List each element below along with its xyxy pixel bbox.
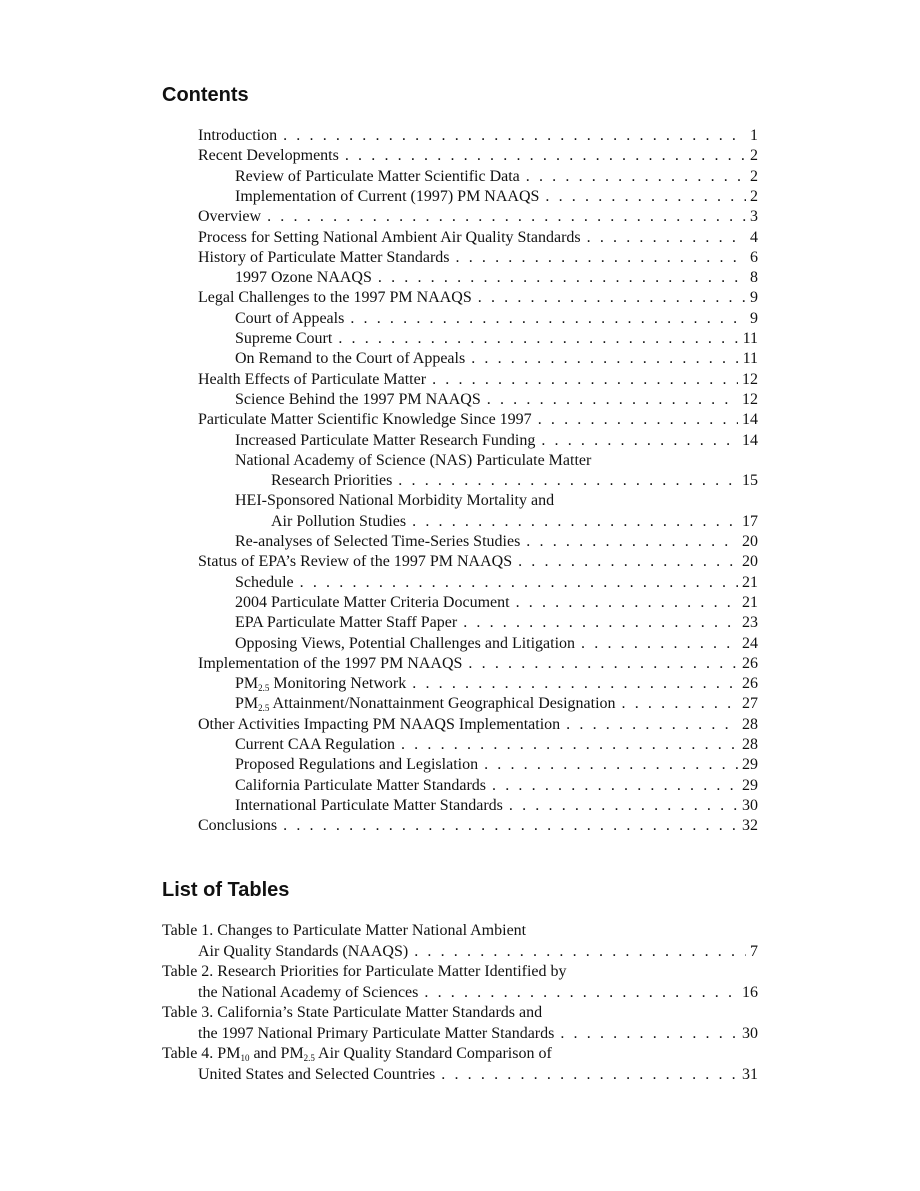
toc-entry	[235, 187, 758, 207]
dot-leader	[478, 288, 746, 308]
table-entry	[198, 983, 758, 1003]
entry-text: Table 1. Changes to Particulate Matter National Ambient	[162, 922, 527, 939]
dot-leader	[350, 309, 746, 329]
table-entry	[162, 921, 526, 941]
entry-text: Opposing Views, Potential Challenges and Litigation	[235, 634, 576, 652]
dot-leader	[412, 512, 738, 532]
dot-leader	[560, 1024, 738, 1044]
entry-text: Implementation of the 1997 PM NAAQS	[198, 654, 463, 672]
dot-leader	[441, 1065, 738, 1085]
dot-leader	[509, 796, 738, 816]
entry-title	[235, 390, 481, 410]
entry-text: Status of EPA’s Review of the 1997 PM NAAQS	[198, 553, 513, 571]
dot-leader	[398, 471, 738, 491]
entry-title	[198, 1065, 435, 1085]
entry-text: PM	[235, 675, 259, 693]
entry-title	[198, 715, 560, 735]
dot-leader	[581, 634, 738, 654]
page-number: 15	[742, 472, 758, 490]
entry-text: Attainment/Nonattainment Geographical Designation	[269, 695, 616, 713]
entry-title	[198, 1024, 554, 1044]
dot-leader	[538, 410, 738, 430]
dot-leader	[300, 573, 738, 593]
dot-leader	[345, 146, 746, 166]
page-number: 2	[750, 187, 758, 205]
dot-leader	[487, 390, 738, 410]
entry-text: National Academy of Science (NAS) Particulate Matter	[235, 451, 592, 469]
page-number: 2	[750, 147, 758, 165]
entry-text: Particulate Matter Scientific Knowledge Since 1997	[198, 411, 532, 429]
dot-leader	[526, 167, 746, 187]
page-number: 30	[742, 796, 758, 814]
entry-text: Conclusions	[198, 817, 278, 835]
page-number: 21	[742, 573, 758, 591]
entry-title	[162, 921, 526, 941]
entry-text: Monitoring Network	[269, 675, 407, 693]
dot-leader	[378, 268, 746, 288]
entry-title	[235, 674, 406, 694]
dot-leader	[484, 755, 738, 775]
toc-entry	[235, 796, 758, 816]
entry-text: Proposed Regulations and Legislation	[235, 756, 479, 774]
page-number: 16	[742, 983, 758, 1001]
entry-title	[235, 451, 591, 471]
toc-entry	[235, 268, 758, 288]
entry-text: Re-analyses of Selected Time-Series Studies	[235, 533, 521, 550]
page-number: 3	[750, 208, 758, 226]
entry-text: 2004 Particulate Matter Criteria Document	[235, 593, 510, 611]
page-number: 14	[742, 411, 758, 429]
page-number: 24	[742, 634, 758, 652]
entry-title	[198, 146, 339, 166]
entry-text: Air Quality Standards (NAAQS)	[198, 942, 409, 960]
entry-title	[235, 634, 575, 654]
dot-leader	[283, 816, 738, 836]
page-number: 23	[742, 614, 758, 632]
toc-entry	[198, 228, 758, 248]
entry-text: Air Quality Standard Comparison of	[314, 1045, 552, 1062]
entry-text: the 1997 National Primary Particulate Matter Standards	[198, 1024, 555, 1042]
entry-title	[235, 329, 332, 349]
entry-text: Current CAA Regulation	[235, 736, 395, 753]
entry-text: Implementation of Current (1997) PM NAAQS	[235, 187, 540, 205]
entry-title	[198, 288, 472, 308]
page-number: 17	[742, 512, 758, 530]
toc-entry	[198, 288, 758, 308]
entry-text: PM	[235, 695, 259, 713]
entry-text: and PM	[249, 1045, 304, 1062]
toc-entry	[235, 167, 758, 187]
entry-text: Science Behind the 1997 PM NAAQS	[235, 390, 481, 408]
entry-title	[235, 613, 457, 633]
entry-title	[271, 471, 392, 491]
subscript: 2.5	[258, 683, 270, 694]
entry-title	[198, 552, 512, 572]
entry-title	[235, 309, 344, 329]
page-number: 14	[742, 431, 758, 449]
toc-entry	[235, 573, 758, 593]
entry-text: Overview	[198, 208, 262, 226]
entry-text: Process for Setting National Ambient Air Quality Standards	[198, 228, 581, 246]
page-number: 7	[750, 942, 758, 960]
table-entry	[198, 1024, 758, 1044]
entry-title	[162, 1003, 542, 1023]
entry-title	[271, 512, 406, 532]
entry-title	[235, 755, 478, 775]
page-number: 12	[742, 390, 758, 408]
page-number: 21	[742, 593, 758, 611]
page-number: 20	[742, 533, 758, 550]
toc-entry	[198, 207, 758, 227]
entry-title	[198, 942, 408, 962]
dot-leader	[622, 694, 738, 714]
entry-text: Recent Developments	[198, 147, 339, 165]
dot-leader	[471, 349, 738, 369]
table-entry	[198, 1065, 758, 1085]
entry-title	[198, 410, 532, 430]
entry-text: History of Particulate Matter Standards	[198, 248, 450, 266]
entry-text: International Particulate Matter Standards	[235, 796, 503, 814]
toc-entry	[235, 694, 758, 714]
toc-entry	[235, 309, 758, 329]
page-number: 12	[742, 370, 758, 388]
page-number: 20	[742, 553, 758, 571]
entry-text: United States and Selected Countries	[198, 1065, 436, 1083]
toc-entry	[198, 126, 758, 146]
entry-text: Other Activities Impacting PM NAAQS Implementation	[198, 715, 561, 733]
toc-entry	[235, 674, 758, 694]
page-number: 29	[742, 756, 758, 774]
page-number: 1	[750, 127, 758, 144]
entry-title	[235, 694, 616, 714]
entry-title	[235, 796, 503, 816]
dot-leader	[283, 126, 746, 146]
dot-leader	[401, 735, 738, 755]
entry-title	[198, 654, 462, 674]
entry-title	[235, 349, 465, 369]
toc-entry	[235, 735, 758, 755]
entry-title	[198, 816, 277, 836]
entry-title	[198, 983, 418, 1003]
entry-text: Schedule	[235, 573, 294, 591]
toc-entry	[235, 349, 758, 369]
toc-entry	[235, 451, 591, 471]
entry-text: Increased Particulate Matter Research Funding	[235, 431, 536, 449]
page-number: 9	[750, 309, 758, 327]
page-number: 9	[750, 289, 758, 307]
subscript: 2.5	[303, 1053, 315, 1063]
entry-title	[235, 532, 520, 552]
page-number: 29	[742, 776, 758, 794]
entry-text: Court of Appeals	[235, 309, 345, 327]
page-number: 2	[750, 167, 758, 185]
toc-entry	[235, 776, 758, 796]
entry-title	[235, 268, 372, 288]
entry-title	[235, 491, 554, 511]
entry-text: Introduction	[198, 127, 278, 144]
dot-leader	[545, 187, 746, 207]
entry-title	[235, 573, 294, 593]
table-entry	[162, 1003, 542, 1023]
toc-entry	[198, 370, 758, 390]
entry-title	[198, 228, 581, 248]
entry-title	[235, 167, 520, 187]
dot-leader	[526, 532, 738, 552]
entry-text: On Remand to the Court of Appeals	[235, 350, 466, 368]
entry-title	[162, 962, 567, 982]
entry-text: the National Academy of Sciences	[198, 983, 419, 1001]
dot-leader	[338, 329, 738, 349]
toc-entry	[235, 532, 758, 552]
entry-text: Health Effects of Particulate Matter	[198, 370, 427, 388]
entry-title	[198, 207, 261, 227]
entry-title	[235, 735, 395, 755]
toc-entry	[198, 654, 758, 674]
entry-text: Table 4. PM	[162, 1045, 241, 1062]
entry-title	[235, 593, 510, 613]
page-number: 27	[742, 695, 758, 713]
page-number: 6	[750, 248, 758, 266]
entry-title	[198, 248, 450, 268]
dot-leader	[424, 983, 738, 1003]
page-number: 28	[742, 736, 758, 753]
contents-heading: Contents	[162, 84, 249, 106]
toc-entry	[235, 634, 758, 654]
entry-text: 1997 Ozone NAAQS	[235, 269, 372, 287]
toc-entry	[198, 248, 758, 268]
dot-leader	[412, 674, 738, 694]
dot-leader	[414, 942, 746, 962]
dot-leader	[516, 593, 738, 613]
toc-entry	[235, 755, 758, 775]
entry-text: Research Priorities	[271, 472, 393, 490]
toc-entry	[235, 329, 758, 349]
page-number: 8	[750, 269, 758, 287]
page-number: 26	[742, 675, 758, 693]
toc-entry	[198, 410, 758, 430]
subscript: 10	[240, 1053, 250, 1063]
dot-leader	[587, 228, 746, 248]
toc-entry	[235, 613, 758, 633]
toc-entry	[271, 471, 758, 491]
entry-text: HEI-Sponsored National Morbidity Mortality and	[235, 492, 555, 510]
toc-entry	[235, 431, 758, 451]
page-number: 28	[742, 715, 758, 733]
page-number: 26	[742, 654, 758, 672]
entry-text: EPA Particulate Matter Staff Paper	[235, 614, 458, 632]
dot-leader	[432, 370, 738, 390]
entry-text: Table 2. Research Priorities for Particulate Matter Identified by	[162, 963, 567, 980]
toc-entry	[198, 552, 758, 572]
list-of-tables-heading: List of Tables	[162, 879, 290, 901]
dot-leader	[566, 715, 738, 735]
entry-text: Legal Challenges to the 1997 PM NAAQS	[198, 289, 472, 307]
entry-title	[198, 126, 277, 146]
toc-entry	[235, 390, 758, 410]
toc-entry	[198, 146, 758, 166]
toc-entry	[198, 816, 758, 836]
dot-leader	[267, 207, 746, 227]
entry-title	[162, 1044, 552, 1064]
subscript: 2.5	[258, 703, 270, 714]
dot-leader	[492, 776, 738, 796]
entry-title	[235, 187, 539, 207]
table-entry	[198, 942, 758, 962]
table-entry	[162, 1044, 552, 1064]
dot-leader	[456, 248, 747, 268]
page-number: 4	[750, 228, 758, 246]
entry-text: Review of Particulate Matter Scientific Data	[235, 167, 520, 185]
page-number: 11	[742, 330, 758, 347]
entry-title	[235, 431, 535, 451]
dot-leader	[518, 552, 738, 572]
entry-text: Air Pollution Studies	[271, 512, 407, 530]
toc-entry	[235, 491, 554, 511]
toc-entry	[235, 593, 758, 613]
toc-entry	[271, 512, 758, 532]
entry-title	[235, 776, 486, 796]
page-number: 32	[742, 817, 758, 835]
toc-entry	[198, 715, 758, 735]
entry-text: Supreme Court	[235, 330, 333, 347]
dot-leader	[468, 654, 738, 674]
page-number: 11	[742, 350, 758, 368]
dot-leader	[541, 431, 738, 451]
entry-title	[198, 370, 426, 390]
page-number: 30	[742, 1024, 758, 1042]
entry-text: Table 3. California’s State Particulate Matter Standards and	[162, 1004, 543, 1021]
page-number: 31	[742, 1065, 758, 1083]
table-entry	[162, 962, 567, 982]
entry-text: California Particulate Matter Standards	[235, 776, 487, 794]
dot-leader	[463, 613, 738, 633]
